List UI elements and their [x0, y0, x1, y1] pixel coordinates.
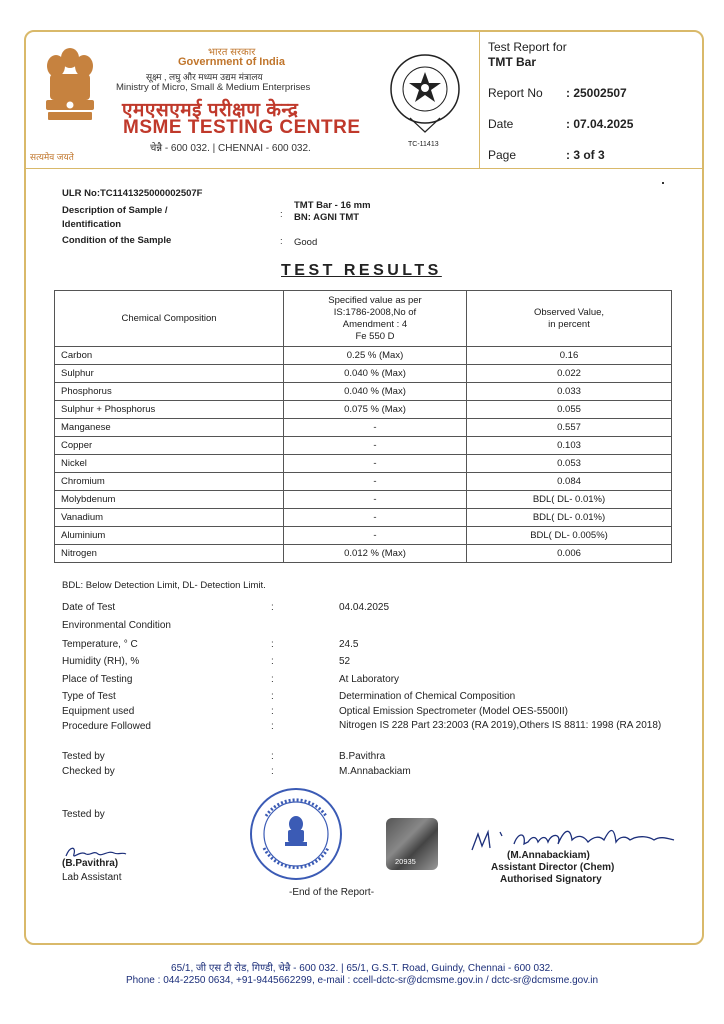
- table-row: [55, 437, 672, 455]
- specified-cell: 0.25 % (Max): [284, 347, 467, 365]
- element-cell: Nitrogen: [55, 545, 284, 563]
- report-date-value: : 07.04.2025: [566, 117, 634, 131]
- observed-cell: 0.084: [467, 473, 672, 491]
- element-cell: Chromium: [55, 473, 284, 491]
- header-observed-line: Observed Value,: [533, 306, 605, 318]
- accreditation-seal-icon: [388, 52, 462, 136]
- detail-colon: :: [271, 602, 274, 613]
- detail-label: Checked by: [62, 766, 115, 777]
- detail-value: 24.5: [339, 639, 359, 650]
- table-row: [55, 473, 672, 491]
- centre-address: चेन्नै - 600 032. | CHENNAI - 600 032.: [150, 143, 311, 154]
- table-row: [55, 491, 672, 509]
- report-page-label: Page: [488, 148, 517, 162]
- government-hindi: भारत सरकार: [208, 47, 256, 58]
- table-row: [55, 365, 672, 383]
- detail-label: Date of Test: [62, 602, 116, 613]
- tested-by-label: Tested by: [62, 809, 105, 820]
- detail-label: Procedure Followed: [62, 721, 151, 732]
- specified-cell: 0.040 % (Max): [284, 383, 467, 401]
- table-row: [55, 509, 672, 527]
- detail-colon: :: [271, 656, 274, 667]
- observed-cell: BDL( DL- 0.01%): [467, 509, 672, 527]
- element-cell: Aluminium: [55, 527, 284, 545]
- ministry-english: Ministry of Micro, Small & Medium Enterprises: [116, 82, 311, 93]
- table-row: [55, 455, 672, 473]
- detail-colon: :: [271, 751, 274, 762]
- detail-value: 04.04.2025: [339, 602, 390, 613]
- table-row: [55, 383, 672, 401]
- specified-cell: -: [284, 473, 467, 491]
- ministry-hindi: सूक्ष्म , लघु और मध्यम उद्यम मंत्रालय: [146, 72, 263, 82]
- observed-cell: 0.103: [467, 437, 672, 455]
- element-cell: Manganese: [55, 419, 284, 437]
- element-cell: Nickel: [55, 455, 284, 473]
- report-no-label: Report No: [488, 86, 543, 100]
- observed-cell: 0.022: [467, 365, 672, 383]
- test-results-title: TEST RESULTS: [281, 262, 442, 279]
- detail-label: Environmental Condition: [62, 620, 171, 631]
- seal-code: TC-11413: [408, 141, 439, 148]
- detail-colon: :: [271, 721, 274, 732]
- footer-address: 65/1, जी एस टी रोड, गिण्डी, चेन्नै - 600 032. | 65/1, G.S.T. Road, Guindy, Chennai - 600 032.: [171, 963, 553, 974]
- header-specified-line: Fe 550 D: [355, 330, 395, 342]
- detail-value: Nitrogen IS 228 Part 23:2003 (RA 2019),Others IS 8811: 1998 (RA 2018): [339, 720, 662, 731]
- detail-colon: :: [271, 766, 274, 777]
- bdl-note: BDL: Below Detection Limit, DL- Detection Limit.: [62, 580, 266, 591]
- condition-label: Condition of the Sample: [62, 235, 172, 246]
- detail-label: Humidity (RH), %: [62, 656, 140, 667]
- report-no-value: : 25002507: [566, 86, 627, 100]
- report-page-value: : 3 of 3: [566, 148, 605, 162]
- results-table: [54, 290, 672, 563]
- end-of-report: -End of the Report-: [289, 887, 375, 898]
- detail-colon: :: [271, 639, 274, 650]
- detail-value: B.Pavithra: [339, 751, 386, 762]
- observed-cell: 0.055: [467, 401, 672, 419]
- header-specified-line: IS:1786-2008,No of: [333, 306, 417, 318]
- centre-name-hindi: एमएसएमई परीक्षण केन्द्र: [122, 100, 299, 121]
- description-value-2: BN: AGNI TMT: [294, 212, 360, 223]
- detail-label: Place of Testing: [62, 674, 133, 685]
- element-cell: Vanadium: [55, 509, 284, 527]
- header-observed-line: in percent: [548, 318, 590, 330]
- tester-name: (B.Pavithra): [62, 858, 119, 869]
- condition-value: Good: [294, 237, 318, 248]
- signatory-name: (M.Annabackiam): [507, 850, 590, 861]
- government-english: Government of India: [178, 56, 285, 68]
- element-cell: Sulphur: [55, 365, 284, 383]
- table-row: [55, 545, 672, 563]
- header-divider-vertical: [479, 32, 480, 168]
- specified-cell: -: [284, 419, 467, 437]
- report-date-label: Date: [488, 117, 514, 131]
- description-value-1: TMT Bar - 16 mm: [294, 200, 371, 211]
- condition-colon: :: [280, 236, 283, 247]
- detail-value: M.Annabackiam: [339, 766, 411, 777]
- detail-colon: :: [271, 674, 274, 685]
- specified-cell: -: [284, 527, 467, 545]
- signatory-role: Authorised Signatory: [500, 874, 602, 885]
- specified-cell: -: [284, 437, 467, 455]
- detail-colon: :: [271, 706, 274, 717]
- footer-contact: Phone : 044-2250 0634, +91-9445662299, e-mail : ccell-dctc-sr@dcmsme.gov.in / dctc-sr@dcmsme.gov.in: [125, 975, 599, 986]
- office-stamp-icon: [248, 786, 344, 882]
- report-title-label: Test Report for: [488, 40, 567, 54]
- header-chemical-composition: Chemical Composition: [55, 291, 284, 347]
- emblem-caption: सत्यमेव जयते: [30, 152, 74, 162]
- tester-role: Lab Assistant: [62, 872, 122, 883]
- detail-value: At Laboratory: [339, 674, 400, 685]
- observed-cell: 0.033: [467, 383, 672, 401]
- specified-cell: -: [284, 509, 467, 527]
- specified-cell: 0.075 % (Max): [284, 401, 467, 419]
- header-divider: [26, 168, 702, 169]
- description-label-2: Identification: [62, 219, 122, 230]
- report-title-value: TMT Bar: [488, 55, 536, 69]
- detail-label: Equipment used: [62, 706, 135, 717]
- header-observed-value: [467, 291, 672, 347]
- element-cell: Carbon: [55, 347, 284, 365]
- description-label-1: Description of Sample /: [62, 205, 168, 216]
- detail-value: 52: [339, 656, 351, 667]
- hologram-number: 20935: [395, 857, 416, 866]
- specified-cell: 0.040 % (Max): [284, 365, 467, 383]
- element-cell: Sulphur + Phosphorus: [55, 401, 284, 419]
- specified-cell: -: [284, 455, 467, 473]
- specified-cell: -: [284, 491, 467, 509]
- detail-colon: :: [271, 691, 274, 702]
- header-specified-line: Amendment : 4: [342, 318, 408, 330]
- table-row: [55, 527, 672, 545]
- observed-cell: BDL( DL- 0.01%): [467, 491, 672, 509]
- observed-cell: 0.557: [467, 419, 672, 437]
- element-cell: Phosphorus: [55, 383, 284, 401]
- detail-label: Temperature, ° C: [62, 639, 138, 650]
- element-cell: Copper: [55, 437, 284, 455]
- observed-cell: 0.16: [467, 347, 672, 365]
- table-row: [55, 347, 672, 365]
- header-specified-line: Specified value as per: [328, 294, 422, 306]
- stray-mark: [662, 182, 664, 184]
- table-row: [55, 419, 672, 437]
- detail-label: Tested by: [62, 751, 105, 762]
- results-header-row: [55, 291, 672, 347]
- element-cell: Molybdenum: [55, 491, 284, 509]
- observed-cell: 0.006: [467, 545, 672, 563]
- detail-value: Optical Emission Spectrometer (Model OES-5500II): [339, 706, 568, 717]
- header-specified-value: [284, 291, 467, 347]
- specified-cell: 0.012 % (Max): [284, 545, 467, 563]
- signatory-title: Assistant Director (Chem): [491, 862, 615, 873]
- detail-value: Determination of Chemical Composition: [339, 691, 516, 702]
- observed-cell: BDL( DL- 0.005%): [467, 527, 672, 545]
- ulr-number: ULR No:TC1141325000002507F: [62, 188, 203, 199]
- table-row: [55, 401, 672, 419]
- description-colon: :: [280, 209, 283, 220]
- detail-label: Type of Test: [62, 691, 116, 702]
- observed-cell: 0.053: [467, 455, 672, 473]
- centre-name-english: MSME TESTING CENTRE: [123, 117, 361, 138]
- national-emblem-icon: [38, 44, 102, 130]
